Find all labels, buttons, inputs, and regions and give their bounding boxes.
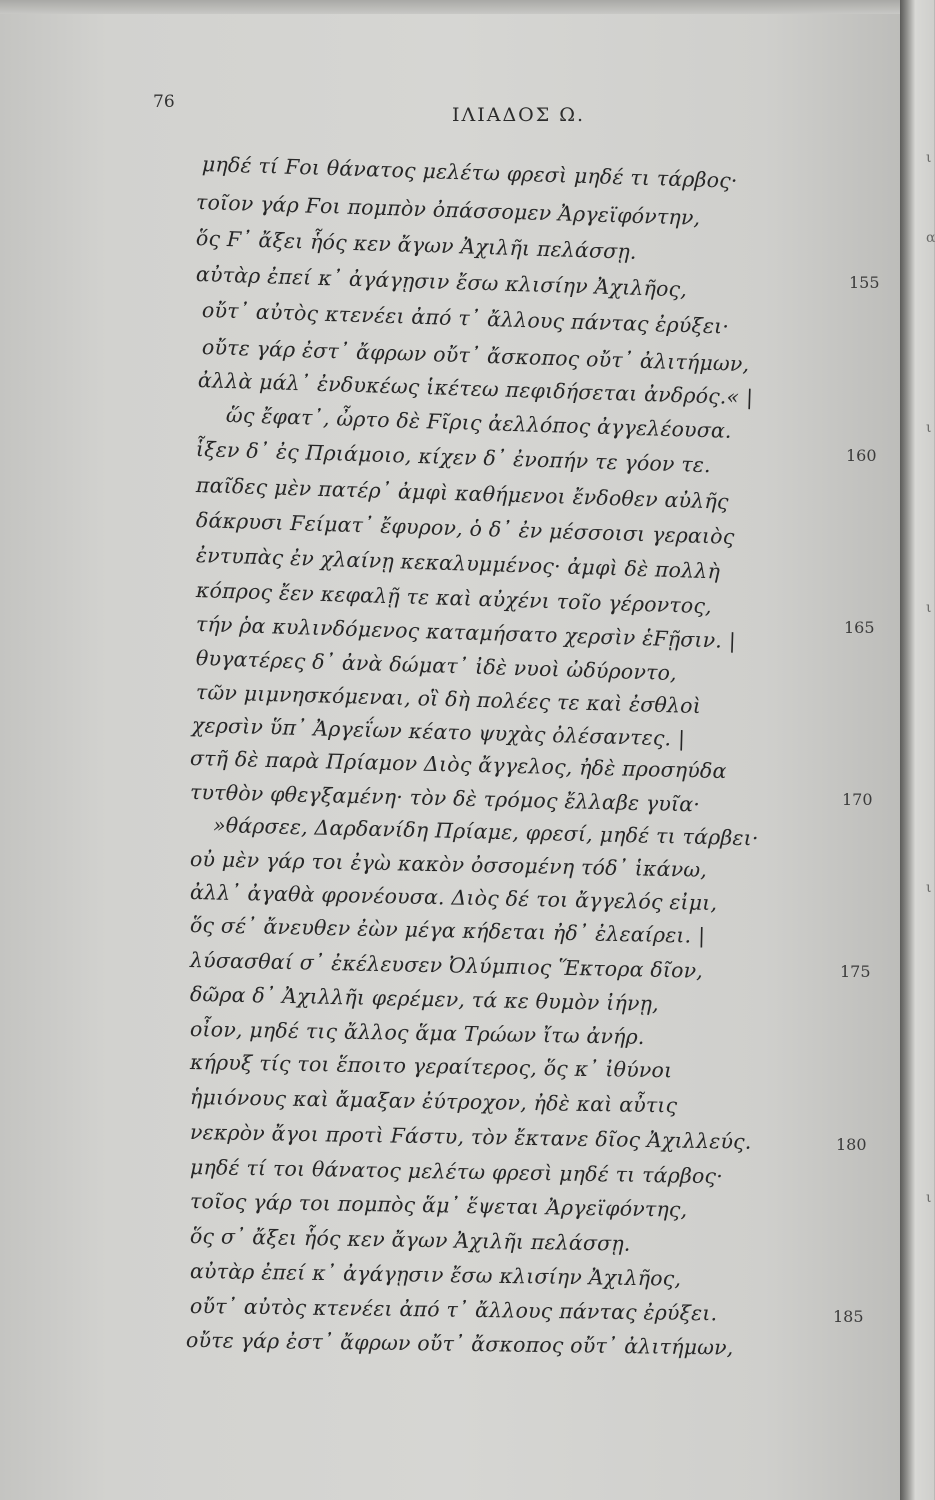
verse-line: τυτθὸν φθεγξαμένη· τὸν δὲ τρόμος ἔλλαβε γυῖα· xyxy=(189,780,701,817)
line-number: 185 xyxy=(833,1307,864,1326)
verse-line: χερσὶν ὕπ᾽ Ἀργεΐων κέατο ψυχὰς ὀλέσαντες. | xyxy=(191,713,686,751)
verse-line: οὔτε γάρ ἐστ᾽ ἄφρων οὔτ᾽ ἄσκοπος οὔτ᾽ ἀλιτήμων, xyxy=(185,1328,734,1360)
verse-line: μηδέ τί τοι θάνατος μελέτω φρεσὶ μηδέ τι τάρβος· xyxy=(189,1155,724,1189)
spine-mark: ι xyxy=(926,600,932,616)
verse-line: θυγατέρες δ᾽ ἀνὰ δώματ᾽ ἰδὲ νυοὶ ὠδύροντο, xyxy=(195,646,678,686)
verse-line: μηδέ τί Ϝοι θάνατος μελέτω φρεσὶ μηδέ τι τάρβος· xyxy=(201,152,739,193)
verse-line: ὅς Ϝ᾽ ἄξει ἧός κεν ἄγων Ἀχιλῆι πελάσσῃ. xyxy=(195,226,638,264)
verse-line: αὐτὰρ ἐπεί κ᾽ ἀγάγῃσιν ἔσω κλισίην Ἀχιλῆος, xyxy=(195,262,688,302)
verse-line: ἀλλ᾽ ἀγαθὰ φρονέουσα. Διὸς δέ τοι ἄγγελός εἰμι, xyxy=(189,880,718,916)
line-number: 160 xyxy=(846,446,877,465)
verse-line: τοῖον γάρ Ϝοι πομπὸν ὀπάσσομεν Ἀργεϊφόντην, xyxy=(195,190,701,230)
spine-mark: ι xyxy=(926,150,932,166)
spine-mark: ι xyxy=(926,880,932,896)
verse-line: ἀλλὰ μάλ᾽ ἐνδυκέως ἱκέτεω πεφιδήσεται ἀνδρός.« | xyxy=(197,368,754,410)
verse-line: δῶρα δ᾽ Ἀχιλλῆι φερέμεν, τά κε θυμὸν ἰήνῃ, xyxy=(189,982,660,1016)
verse-line: νεκρὸν ἄγοι προτὶ Ϝάστυ, τὸν ἔκτανε δῖος Ἀχιλλεύς. xyxy=(189,1120,752,1154)
verse-line: παῖδες μὲν πατέρ᾽ ἀμφὶ καθήμενοι ἔνδοθεν αὐλῆς xyxy=(195,473,729,514)
book-spine-shadow xyxy=(900,0,934,1500)
verse-line: ἡμιόνους καὶ ἄμαξαν ἐύτροχον, ἠδὲ καὶ αὖτις xyxy=(189,1085,678,1118)
verse-line: αὐτὰρ ἐπεί κ᾽ ἀγάγῃσιν ἔσω κλισίην Ἀχιλῆος, xyxy=(189,1259,682,1291)
running-title: ΙΛΙΑΔΟΣ Ω. xyxy=(452,104,586,126)
verse-line: κόπρος ἔεν κεφαλῇ τε καὶ αὐχένι τοῖο γέροντος, xyxy=(195,578,713,619)
verse-line: τῶν μιμνησκόμεναι, οἳ δὴ πολέες τε καὶ ἐσθλοὶ xyxy=(195,680,702,719)
verse-line: τοῖος γάρ τοι πομπὸς ἅμ᾽ ἕψεται Ἀργεϊφόντης, xyxy=(189,1189,688,1222)
verse-line: οὔτ᾽ αὐτὸς κτενέει ἀπό τ᾽ ἄλλους πάντας ἐρύξει. xyxy=(189,1294,718,1326)
verse-line: δάκρυσι Ϝείματ᾽ ἔφυρον, ὁ δ᾽ ἐν μέσσοισι γεραιὸς xyxy=(195,508,735,549)
verse-line: »θάρσεε, Δαρδανίδη Πρίαμε, φρεσί, μηδέ τι τάρβει· xyxy=(212,813,759,851)
verse-line: οὔτε γάρ ἐστ᾽ ἄφρων οὔτ᾽ ἄσκοπος οὔτ᾽ ἀλιτήμων, xyxy=(201,335,750,377)
spine-mark: α xyxy=(926,230,935,246)
verse-line: λύσασθαί σ᾽ ἐκέλευσεν Ὀλύμπιος Ἕκτορα δῖον, xyxy=(189,948,704,983)
verse-line: οἶον, μηδέ τις ἄλλος ἅμα Τρώων ἴτω ἀνήρ. xyxy=(189,1017,645,1049)
verse-line: ἐντυπὰς ἐν χλαίνῃ κεκαλυμμένος· ἀμφὶ δὲ πολλὴ xyxy=(195,543,721,584)
page-number: 76 xyxy=(153,92,175,112)
spine-mark: ι xyxy=(926,420,932,436)
line-number: 175 xyxy=(840,962,871,981)
line-number: 180 xyxy=(836,1135,867,1154)
verse-line: οὔτ᾽ αὐτὸς κτενέει ἀπό τ᾽ ἄλλους πάντας ἐρύξει· xyxy=(201,298,730,339)
verse-line: ὅς σ᾽ ἄξει ἧός κεν ἄγων Ἀχιλῆι πελάσσῃ. xyxy=(189,1224,631,1256)
verse-line: οὐ μὲν γάρ τοι ἐγὼ κακὸν ὀσσομένη τόδ᾽ ἱκάνω, xyxy=(189,847,708,882)
verse-line: ἷξεν δ᾽ ἐς Πριάμοιο, κίχεν δ᾽ ἐνοπήν τε γόον τε. xyxy=(195,437,712,478)
verse-line: κήρυξ τίς τοι ἕποιτο γεραίτερος, ὅς κ᾽ ἰθύνοι xyxy=(189,1050,673,1083)
verse-line: τήν ῥα κυλινδόμενος καταμήσατο χερσὶν ἑϜῇσιν. | xyxy=(195,612,737,653)
verse-line: στῆ δὲ παρὰ Πρίαμον Διὸς ἄγγελος, ἠδὲ προσηύδα xyxy=(189,746,727,784)
spine-mark: ι xyxy=(926,1190,932,1206)
line-number: 165 xyxy=(844,618,875,637)
line-number: 170 xyxy=(842,790,873,809)
line-number: 155 xyxy=(849,273,880,292)
verse-line: ὥς ἔφατ᾽, ὦρτο δὲ Ϝῖρις ἀελλόπος ἀγγελέουσα. xyxy=(225,403,733,443)
verse-line: ὅς σέ᾽ ἄνευθεν ἐὼν μέγα κήδεται ἠδ᾽ ἐλεαίρει. | xyxy=(189,913,706,948)
